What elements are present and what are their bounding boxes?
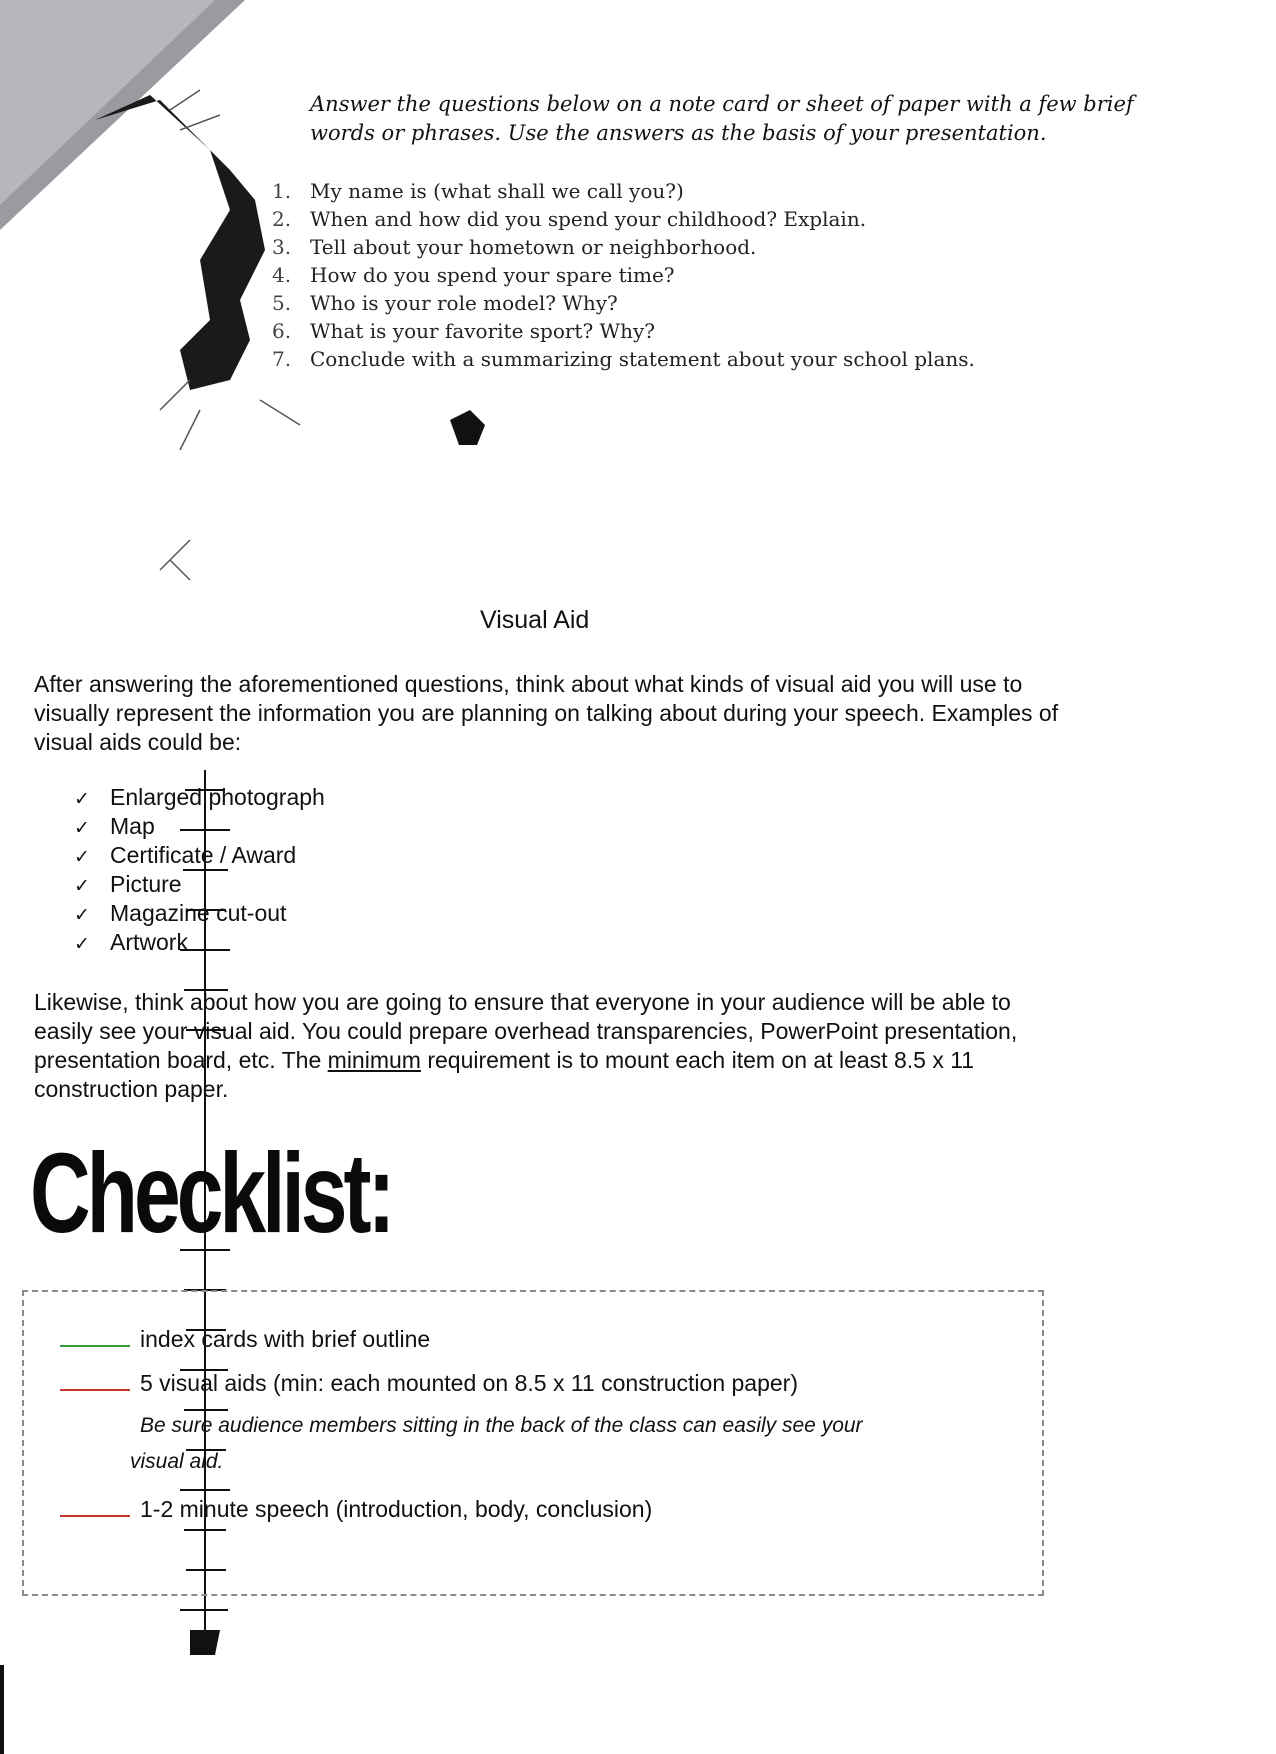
list-item: 7. Conclude with a summarizing statement about your school plans. [272,347,975,371]
list-item: ✓ Map [74,812,325,841]
list-item: ✓ Picture [74,870,325,899]
checklist-heading: Checklist: [30,1129,392,1257]
visual-aid-paragraph: After answering the aforementioned questions, think about what kinds of visual aid you will use to visually represent the information you are planning on talking about during your speech. Examples of visual aids could be: [34,671,1059,755]
list-item: 2. When and how did you spend your childhood? Explain. [272,207,867,231]
scan-edge [0,1665,4,1754]
list-item: 1. My name is (what shall we call you?) [272,179,684,203]
checklist-item-speech: 1-2 minute speech (introduction, body, conclusion) [60,1496,652,1523]
list-item: 5. Who is your role model? Why? [272,291,618,315]
check-icon: ✓ [74,817,90,839]
ink-blot-ornament [95,95,265,390]
question-list [272,177,1172,373]
list-item: ✓ Artwork [74,928,325,957]
checklist-box [22,1290,1044,1596]
checklist-note: Be sure audience members sitting in the back of the class can easily see your [140,1414,863,1437]
visual-aid-examples [74,783,325,957]
checklist-note-continued: visual aid. [130,1450,224,1473]
list-item: ✓ Certificate / Award [74,841,325,870]
minimum-emphasis: minimum [327,1047,421,1073]
check-icon: ✓ [74,788,90,810]
check-icon: ✓ [74,875,90,897]
check-icon: ✓ [74,933,90,955]
list-item: ✓ Enlarged photograph [74,783,325,812]
checkbox-blank[interactable] [60,1327,130,1347]
checkbox-blank[interactable] [60,1497,130,1517]
intro-instructions: Answer the questions below on a note card or sheet of paper with a few brief words or phrases. Use the answers as the basis of your presentation. [310,92,1134,145]
visibility-paragraph: Likewise, think about how you are going to ensure that everyone in your audience will be able to easily see your visual aid. You could prepare overhead transparencies, PowerPoint presentation, presentation board, etc. The minimum requirement is to mount each item on at least 8.5 x 11 construction paper. [34,989,1018,1102]
list-item: 3. Tell about your hometown or neighborhood. [272,235,757,259]
list-item: 4. How do you spend your spare time? [272,263,675,287]
page-corner-fold [0,0,245,230]
checklist-item-index-cards: index cards with brief outline [60,1326,430,1353]
list-item: 6. What is your favorite sport? Why? [272,319,656,343]
ink-spot [450,410,485,445]
check-icon: ✓ [74,904,90,926]
check-icon: ✓ [74,846,90,868]
checklist-item-visual-aids: 5 visual aids (min: each mounted on 8.5 x 11 construction paper) [60,1370,798,1397]
ornament-label [110,138,191,206]
checkbox-blank[interactable] [60,1371,130,1391]
list-item: ✓ Magazine cut-out [74,899,325,928]
section-title-visual-aid: Visual Aid [480,606,590,634]
